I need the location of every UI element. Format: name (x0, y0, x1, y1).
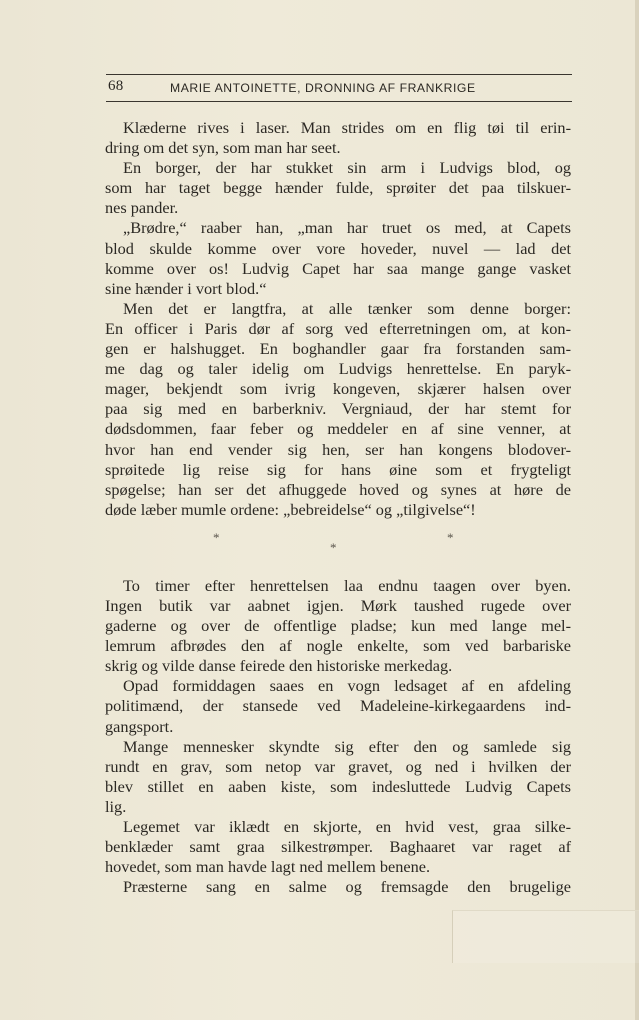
text-line: hovedet, som man havde lagt ned mellem benene. (105, 857, 431, 877)
text-line: blev stillet en aaben kiste, som indesluttede Ludvig Capets (105, 776, 571, 796)
text-line: Legemet var iklædt en skjorte, en hvid vest, graa silke- (123, 817, 571, 836)
text-line: dring om det syn, som man har seet. (105, 138, 341, 158)
text-line: Mange mennesker skyndte sig efter den og samlede sig (123, 736, 571, 756)
text-line: sprøitede lig reise sig for hans øine som et frygteligt (105, 459, 571, 479)
text-line: lig. (105, 796, 127, 816)
text-line: politimænd, der stansede ved Madeleine-kirkegaardens ind- (105, 696, 571, 716)
text-line: Klæderne rives i laser. Man strides om en flig tøi til erin- (123, 118, 571, 137)
separator-star: * (213, 529, 220, 545)
text-line: komme over os! Ludvig Capet har saa mange gange vasket (105, 258, 571, 278)
text-line: benklæder samt graa silkestrømper. Baghaaret var raget af (105, 837, 571, 857)
text-line: sine hænder i vort blod.“ (105, 278, 267, 298)
text-line: Præsterne sang en salme og fremsagde den brugelige (123, 877, 571, 897)
running-title: MARIE ANTOINETTE, DRONNING AF FRANKRIGE (170, 81, 476, 95)
running-header (106, 74, 572, 102)
text-line: En borger, der har stukket sin arm i Ludvigs blod, og (123, 158, 571, 178)
text-line: rundt en grav, som netop var gravet, og ned i hvilken der (105, 756, 571, 776)
text-line: To timer efter henrettelsen laa endnu taagen over byen. (123, 575, 571, 595)
text-line: paa sig med en barberkniv. Vergniaud, der har stemt for (105, 399, 571, 419)
text-line: Men det er langtfra, at alle tænker som denne borger: (123, 298, 571, 318)
text-line: gen er halshugget. En boghandler gaar fra forstanden sam- (105, 339, 571, 359)
text-line: mager, bekjendt som ivrig kongeven, skjærer halsen over (105, 379, 571, 399)
text-line: me dag og taler idelig om Ludvigs henrettelse. En paryk- (105, 359, 571, 379)
section-separator (105, 520, 571, 576)
text-line: gangsport. (105, 716, 174, 736)
page-number: 68 (108, 78, 124, 94)
page-edge (635, 0, 639, 1020)
separator-star: * (447, 529, 454, 545)
text-line: „Brødre,“ raaber han, „man har truet os med, at Capets (123, 218, 571, 238)
text-line: som har taget begge hænder fulde, sprøiter det paa tilskuer- (105, 178, 571, 198)
text-line: Ingen butik var aabnet igjen. Mørk taushed rugede over (105, 595, 571, 615)
page-fold-mark (452, 910, 639, 963)
text-line: lemrum afbrødes den af nogle enkelte, som ved barbariske (105, 636, 571, 656)
text-line: dødsdommen, faar feber og meddeler en af sine venner, at (105, 419, 571, 439)
text-line: blod skulde komme over vore hoveder, nuvel — lad det (105, 238, 571, 258)
text-line: spøgelse; han ser det afhuggede hoved og synes at høre de (105, 479, 571, 499)
body-text (105, 118, 571, 897)
separator-star: * (330, 539, 337, 555)
text-line: nes pander. (105, 198, 179, 218)
text-line: hvor han end vender sig hen, ser han kongens blodover- (105, 439, 571, 459)
text-line: Opad formiddagen saaes en vogn ledsaget af en afdeling (123, 676, 571, 696)
text-line: skrig og vilde danse feirede den historiske merkedag. (105, 656, 453, 676)
text-line: gaderne og over de offentlige pladse; kun med lange mel- (105, 616, 571, 636)
text-line: En officer i Paris dør af sorg ved efterretningen om, at kon- (105, 318, 571, 338)
text-line: døde læber mumle ordene: „bebreidelse“ og „tilgivelse“! (105, 499, 476, 519)
